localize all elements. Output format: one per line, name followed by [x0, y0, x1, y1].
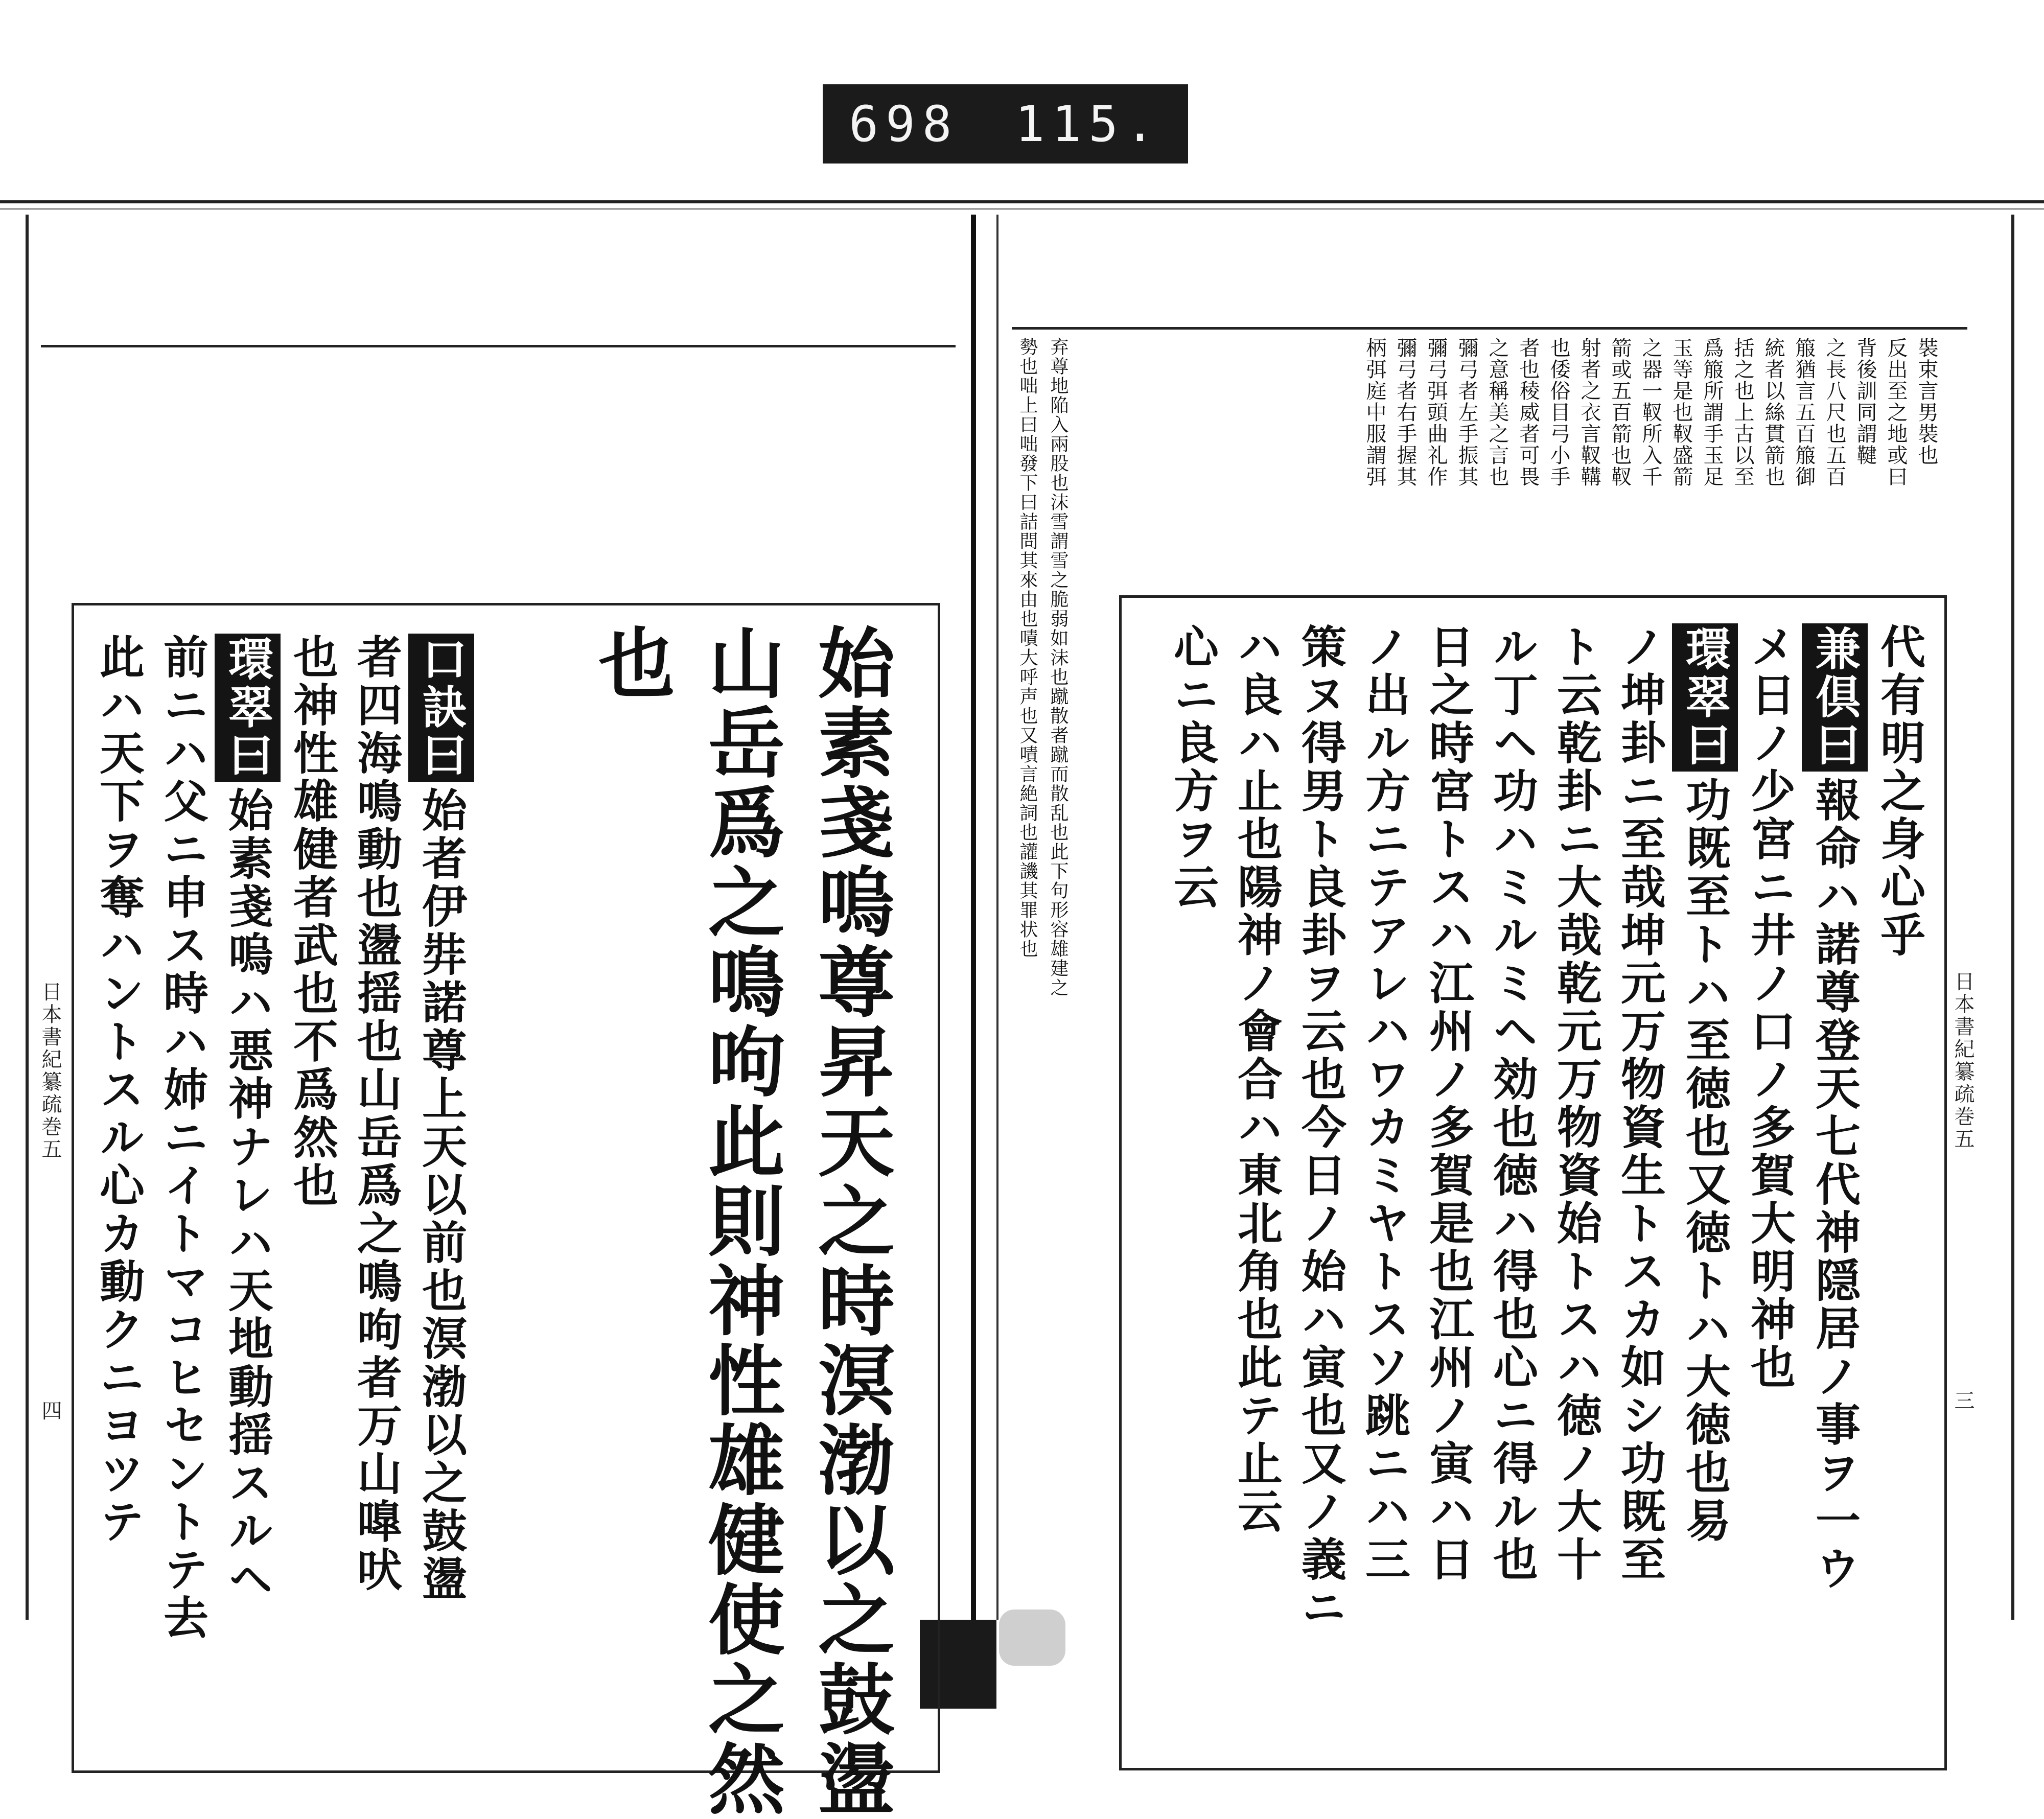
annotation-column	[151, 634, 215, 1768]
annotation-column	[87, 634, 151, 1768]
archive-label	[823, 84, 1188, 164]
annotation-text: ノ坤卦ニ至哉坤元万物資生トスカ如シ功既至	[1614, 623, 1667, 1584]
commentary-column: 之長八尺也五百	[1823, 337, 1846, 487]
annotation-column	[408, 634, 474, 1768]
section-marker: 環翠曰	[1672, 623, 1738, 772]
annotation-column	[1161, 623, 1225, 1758]
commentary-column: 背後訓同謂鞬	[1853, 337, 1877, 466]
annotation-column	[281, 634, 344, 1768]
annotation-text: ル丁ヘ功ハミルミヘ効也徳ハ得也心ニ得ル也	[1486, 623, 1539, 1584]
right-margin-title: 日本書紀纂疏巻五	[1951, 971, 1975, 1151]
annotation-text: 前ニハ父ニ申ス時ハ姉ニイトマコヒセントテ去	[156, 634, 210, 1642]
right-lower-commentary	[1012, 337, 1073, 1768]
main-text-column: 也	[585, 623, 675, 703]
annotation-column	[1868, 623, 1932, 1758]
annotation-column	[1608, 623, 1672, 1758]
archive-number-left: 698	[849, 95, 959, 153]
commentary-column: 箭或五百箭也靫	[1608, 337, 1632, 487]
commentary-column: 之器一靫所入千	[1639, 337, 1662, 487]
annotation-column	[1802, 623, 1868, 1758]
right-annotation-block	[1161, 623, 1932, 1758]
left-header-rule	[41, 345, 956, 347]
left-page	[31, 215, 966, 1819]
commentary-column: 彌弓弭頭曲礼作	[1424, 337, 1448, 487]
commentary-column: 彌弓者左手振其	[1455, 337, 1478, 487]
annotation-column	[1416, 623, 1480, 1758]
main-text-column: 始素戔嗚尊昇天之時溟渤以之鼓盪	[805, 623, 895, 1819]
left-annotation-block	[87, 634, 474, 1768]
right-header-rule	[1012, 327, 1967, 330]
annotation-text: 始素戔嗚ハ悪神ナレハ天地動揺スルヘ	[221, 787, 274, 1603]
annotation-text: 策ヌ得男ト良卦ヲ云也今日ノ始ハ寅也又ノ義ニ	[1294, 623, 1348, 1632]
annotation-text: 者四海鳴動也盪揺也山岳爲之鳴呴者万山嘷吠	[350, 634, 403, 1594]
commentary-column: 箙猶言五百箙御	[1792, 337, 1816, 487]
annotation-text: ノ出ル方ニテアレハワカミヤトスソ跳ニハ三	[1358, 623, 1411, 1584]
commentary-column: 柄弭庭中服謂弭	[1363, 337, 1386, 487]
annotation-column	[1480, 623, 1544, 1758]
annotation-text: 此ハ天下ヲ奪ハントスル心カ動クニヨツテ	[92, 634, 146, 1546]
commentary-column: 括之也上古以至	[1731, 337, 1754, 487]
right-page	[1002, 215, 1983, 1632]
commentary-column: 之意稱美之言也	[1485, 337, 1509, 487]
annotation-column	[1353, 623, 1416, 1758]
annotation-column	[215, 634, 281, 1768]
annotation-text: メ日ノ少宮ニ井ノ口ノ多賀大明神也	[1744, 623, 1797, 1392]
annotation-text: 功既至トハ至徳也又徳トハ大徳也易	[1679, 777, 1732, 1545]
main-text-column: 山岳爲之鳴呴此則神性雄健使之然	[695, 623, 785, 1819]
commentary-column: 玉等是也靫盛箭	[1669, 337, 1693, 487]
commentary-column: 弃尊地陥入兩股也沫雪謂雪之脆弱如沫也蹴散者蹴而散乱也此下句形容雄建之	[1048, 337, 1069, 997]
section-marker: 兼倶曰	[1802, 623, 1868, 772]
left-page-number: 四	[38, 1400, 62, 1420]
annotation-text: 始者伊弉諾尊上天以前也溟渤以之鼓盪	[415, 787, 468, 1603]
right-page-number: 三	[1951, 1390, 1975, 1410]
left-margin-title: 日本書紀纂疏巻五	[38, 981, 62, 1161]
book-gutter-inner	[996, 215, 998, 1620]
annotation-column	[1738, 623, 1802, 1758]
annotation-text: 日之時宮トスハ江州ノ多賀是也江州ノ寅ハ日	[1422, 623, 1475, 1584]
commentary-column: 者也稜威者可畏	[1516, 337, 1540, 487]
annotation-text: 代有明之身心乎	[1873, 623, 1926, 960]
section-marker: 環翠曰	[215, 634, 281, 782]
section-marker: 口訣曰	[408, 634, 474, 782]
annotation-text: ハ良ハ止也陽神ノ會合ハ東北角也此テ止云	[1230, 623, 1284, 1536]
commentary-column: 反出至之地或曰	[1884, 337, 1908, 487]
annotation-text: ト云乾卦ニ大哉乾元万物資始トスハ徳ノ大十	[1550, 623, 1603, 1584]
commentary-column: 統者以絲貫箭也	[1761, 337, 1785, 487]
annotation-column	[1225, 623, 1289, 1758]
annotation-text: 心ニ良方ヲ云	[1167, 623, 1220, 912]
commentary-column: 也倭俗目弓小手	[1547, 337, 1570, 487]
annotation-column	[344, 634, 408, 1768]
book-gutter	[971, 215, 976, 1620]
scan-top-edge	[0, 200, 2044, 203]
scan-top-edge-inner	[0, 208, 2044, 209]
annotation-text: 報命ハ諾尊登天七代神隠居ノ事ヲ一ウ	[1808, 777, 1862, 1593]
annotation-column	[1289, 623, 1353, 1758]
annotation-column	[1672, 623, 1738, 1758]
commentary-column: 爲箙所謂手玉足	[1700, 337, 1724, 487]
commentary-column: 彌弓者右手握其	[1393, 337, 1417, 487]
archive-number-right: 115.	[1015, 95, 1162, 153]
annotation-text: 也神性雄健者武也不爲然也	[286, 634, 339, 1210]
commentary-column: 射者之衣言靫鞲	[1577, 337, 1601, 487]
commentary-column: 裝束言男裝也	[1915, 337, 1938, 466]
left-main-text	[575, 623, 904, 1819]
annotation-column	[1544, 623, 1608, 1758]
commentary-column: 勢也咄上曰咄發下曰詰問其來由也嘖大呼声也又嘖言絶詞也讙譏其罪状也	[1017, 337, 1038, 959]
